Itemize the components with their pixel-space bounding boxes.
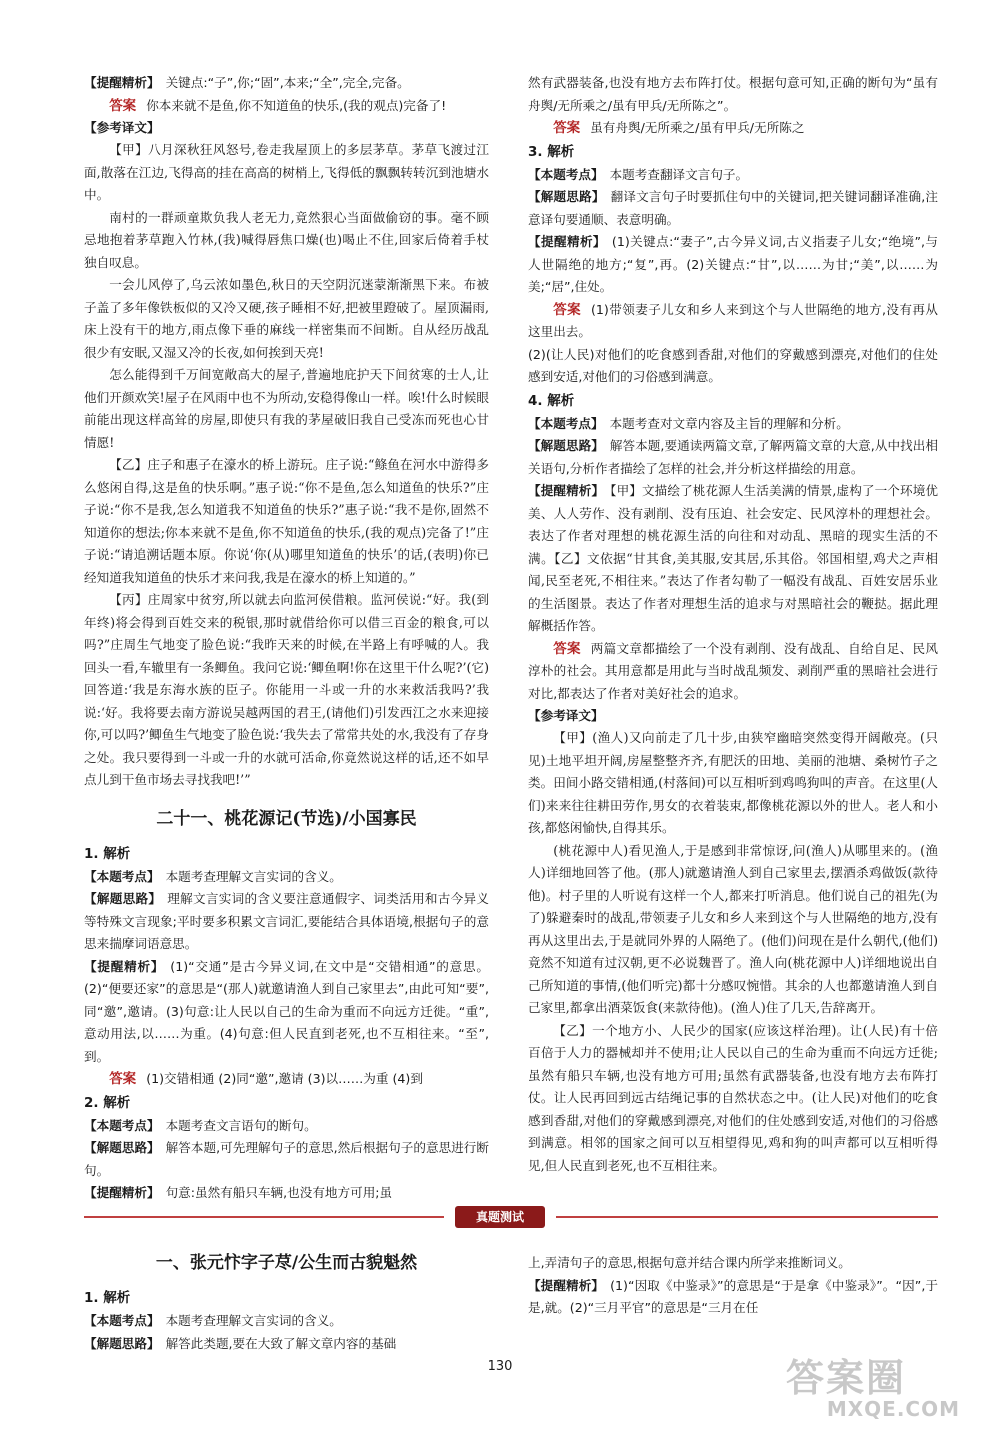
paragraph: 【解题思路】 解答此类题,要在大致了解文章内容的基础	[84, 1335, 397, 1351]
paragraph: 【提醒精析】 【甲】文描绘了桃花源人生活美满的情景,虚构了一个环境优美、人人劳作、没有剥削、没有压迫、社会安定、民风淳朴的理想社会。表达了作者对理想的桃花源生活的向往和对动乱、黑暗的现实生活的不满。【乙】文依据“甘其食,美其服,安其居,乐其俗。邻国相望,鸡犬之声相闻,民至老死,不相往来。”表达了作者勾勒了一幅没有战乱、百姓安居乐业的生活图景。表达了作者对理想生活的追求与对黑暗社会的鞭挞。据此理解概括作答。	[528, 483, 938, 633]
reference-translation-title: 【参考译文】	[84, 120, 160, 135]
question-number: 1. 解析	[84, 845, 131, 862]
translation-paragraph: (桃花源中人)看见渔人,于是感到非常惊讶,问(渔人)从哪里来的。(渔人)详细地回答了他。(那人)就邀请渔人到自己家里去,摆酒杀鸡做饭(款待他)。村子里的人听说有这样一个人,都来打听消息。他们说自己的祖先(为了)躲避秦时的战乱,带领妻子儿女和乡人来到这个与人世隔绝的地方,没有再从这里出去,于是就同外界的人隔绝了。(他们)问现在是什么朝代,(他们)竟然不知道有过汉朝,更不必说魏晋了。渔人向(桃花源中人)详细地说出自己所知道的事情,(他们听完)都十分感叹惋惜。其余的人也都邀请渔人到自己家里,都拿出酒菜饭食(来款待他)。(渔人)住了几天,告辞离开。	[528, 842, 938, 1015]
page-number: 130	[487, 1359, 513, 1374]
bottom-right-block	[528, 1252, 938, 1320]
paragraph: 【本题考点】 本题考查文言语句的断句。	[84, 1117, 317, 1133]
answer-line: 答案 (1)带领妻子儿女和乡人来到这个与人世隔绝的地方,没有再从这里出去。	[528, 301, 939, 339]
translation-paragraph: 【甲】八月深秋狂风怒号,卷走我屋顶上的多层茅草。茅草飞渡过江面,散落在江边,飞得高的挂在高高的树梢上,飞得低的飘飘转转沉到池塘水中。	[84, 142, 489, 202]
bottom-left-block	[84, 1246, 489, 1355]
translation-paragraph: 一会儿风停了,乌云浓如墨色,秋日的天空阴沉迷蒙渐渐黑下来。布被子盖了多年像铁板似的又冷又硬,孩子睡相不好,把被里蹬破了。屋顶漏雨,床上没有干的地方,雨点像下垂的麻线一样密集而不间断。自从经历战乱很少有安眠,又湿又冷的长夜,如何挨到天亮!	[84, 277, 489, 360]
paragraph: 【本题考点】 本题考查理解文言实词的含义。	[84, 868, 342, 884]
translation-paragraph: 南村的一群顽童欺负我人老无力,竟然狠心当面做偷窃的事。毫不顾忌地抱着茅草跑入竹林,(我)喊得唇焦口燥(也)喝止不住,回家后倚着手杖独自叹息。	[84, 209, 489, 270]
translation-paragraph: 【甲】(渔人)又向前走了几十步,由狭窄幽暗突然变得开阔敞亮。(只见)土地平坦开阔,房屋整整齐齐,有肥沃的田地、美丽的池塘、桑树竹子之类。田间小路交错相通,(村落间)可以互相听到鸡鸣狗叫的声音。在这里(人们)来来往往耕田劳作,男女的衣着装束,都像桃花源以外的世人。老人和小孩,都悠闲愉快,自得其乐。	[528, 730, 938, 835]
paragraph: 【解题思路】 理解文言实词的含义要注意通假字、词类活用和古今异义等特殊文言现象;平时要多积累文言词汇,要能结合具体语境,根据句子的意思来揣摩词语意思。	[84, 891, 490, 951]
section-heading: 二十一、桃花源记(节选)/小国寡民	[156, 808, 417, 829]
paragraph: 【提醒精析】 (1)“因取《中鉴录》”的意思是“于是拿《中鉴录》”。“因”,于是,就。(2)“三月平官”的意思是“三月在任	[528, 1277, 939, 1315]
section-label-badge: 真题测试	[455, 1206, 545, 1228]
paragraph: 【提醒精析】 关键点:“子”,你;“固”,本来;“全”,完全,完备。	[84, 75, 410, 90]
paragraph: 【解题思路】 翻译文言句子时要抓住句中的关键词,把关键词翻译准确,注意译句要通顺、表意明确。	[528, 189, 938, 227]
question-number: 4. 解析	[528, 392, 575, 409]
question-number: 1. 解析	[84, 1290, 131, 1306]
paragraph: 然有武器装备,也没有地方去布阵打仗。根据句意可知,正确的断句为“虽有舟舆/无所乘之/虽有甲兵/无所陈之”。	[528, 75, 938, 113]
translation-paragraph: 怎么能得到千万间宽敞高大的屋子,普遍地庇护天下间贫寒的士人,让他们开颜欢笑!屋子在风雨中也不为所动,安稳得像山一样。唉!什么时候眼前能出现这样高耸的房屋,即使只有我的茅屋破旧我自己受冻而死也心甘情愿!	[84, 367, 489, 450]
left-column	[84, 72, 489, 1205]
section-heading: 一、张元忭字子荩/公生而古貌魁然	[155, 1253, 418, 1273]
answer-line: 答案 虽有舟舆/无所乘之/虽有甲兵/无所陈之	[553, 120, 805, 136]
right-column	[528, 72, 938, 1177]
answer-line: 答案 两篇文章都描绘了一个没有剥削、没有战乱、自给自足、民风淳朴的社会。其用意都是用此与当时战乱频发、剥削严重的黑暗社会进行对比,都表达了作者对美好社会的追求。	[528, 640, 939, 701]
translation-paragraph: 【乙】一个地方小、人民少的国家(应该这样治理)。让(人民)有十倍百倍于人力的器械却并不使用;让人民以自己的生命为重而不向远方迁徙;虽然有船只车辆,也没有地方可用;虽然有武器装备,也没有地方去布阵打仗。让人民再回到远古结绳记事的自然状态之中。(让人民)对他们的吃食感到香甜,对他们的穿戴感到漂亮,对他们的住处感到安适,对他们的习俗感到满意。相邻的国家之间可以互相望得见,鸡和狗的叫声都可以互相听得见,但人民直到老死,也不互相往来。	[528, 1022, 938, 1173]
translation-paragraph: 【丙】庄周家中贫穷,所以就去向监河侯借粮。监河侯说:“好。我(到年终)将会得到百姓交来的税银,那时就借给你可以借三百金的粮食,可以吗?”庄周生气地变了脸色说:“我昨天来的时候,在半路上有呼喊的人。我回头一看,车辙里有一条鲫鱼。我问它说:‘鲫鱼啊!你在这里干什么呢?’(它)回答道:‘我是东海水族的臣子。你能用一斗或一升的水来救活我吗?’我说:‘好。我将要去南方游说吴越两国的君王,(请他们)引发西江之水来迎接你,可以吗?’鲫鱼生气地变了脸色说:‘我失去了常常共处的水,我没有了存身之处。我只要得到一斗或一升的水就可活命,你竟然说这样的话,还不如早点儿到干鱼市场去寻找我吧!’”	[84, 592, 489, 787]
paragraph: 【解题思路】 解答本题,可先理解句子的意思,然后根据句子的意思进行断句。	[84, 1140, 489, 1178]
paragraph: (2)(让人民)对他们的吃食感到香甜,对他们的穿戴感到漂亮,对他们的住处感到安适,对他们的习俗感到满意。	[528, 346, 938, 384]
paragraph: 【本题考点】 本题考查翻译文言句子。	[528, 166, 749, 182]
paragraph: 【提醒精析】 (1)关键点:“妻子”,古今异义词,古义指妻子儿女;“绝境”,与人世隔绝的地方;“复”,再。(2)关键点:“甘”,以……为甘;“美”,以……为美;“居”,住处。	[528, 234, 939, 294]
paragraph: 【本题考点】 本题考查对文章内容及主旨的理解和分析。	[528, 415, 849, 431]
paragraph: 上,弄清句子的意思,根据句意并结合课内所学来推断词义。	[528, 1255, 851, 1270]
answer-line: 答案 (1)交错相通 (2)同“邀”,邀请 (3)以……为重 (4)到	[109, 1071, 423, 1087]
paragraph: 【提醒精析】 句意:虽然有船只车辆,也没有地方可用;虽	[84, 1185, 393, 1200]
paragraph: 【提醒精析】 (1)“交通”是古今异义词,在文中是“交错相通”的意思。(2)“便要还家”的意思是“(那人)就邀请渔人到自己家里去”,由此可知“要”,同“邀”,邀请。(3)句意:让人民以自己的生命为重而不向远方迁徙。“重”,意动用法,以……为重。(4)句意:但人民直到老死,也不互相往来。“至”,到。	[84, 958, 489, 1064]
translation-paragraph: 【乙】庄子和惠子在濠水的桥上游玩。庄子说:“鲦鱼在河水中游得多么悠闲自得,这是鱼的快乐啊。”惠子说:“你不是鱼,怎么知道鱼的快乐?”庄子说:“你不是我,怎么知道我不知道鱼的快乐?”惠子说:“我不是你,固然不知道你的想法;你本来就不是鱼,你不知道鱼的快乐,(我的观点)完备了!”庄子说:“请追溯话题本原。你说‘你(从)哪里知道鱼的快乐’的话,(表明)你已经知道我知道鱼的快乐才来问我,我是在濠水的桥上知道的。”	[84, 457, 489, 585]
answer-line: 答案 你本来就不是鱼,你不知道鱼的快乐,(我的观点)完备了!	[109, 97, 447, 114]
paragraph: 【解题思路】 解答本题,要通读两篇文章,了解两篇文章的大意,从中找出相关语句,分析作者描绘了怎样的社会,并分析这样描绘的用意。	[528, 438, 939, 476]
question-number: 3. 解析	[528, 143, 575, 160]
reference-translation-title: 【参考译文】	[528, 708, 604, 723]
watermark-logo: 答案圈 MXQE.COM	[786, 1356, 960, 1421]
section-band	[0, 1206, 1000, 1228]
band-divider-left	[84, 1216, 444, 1218]
question-number: 2. 解析	[84, 1094, 131, 1111]
band-divider-right	[556, 1216, 938, 1218]
paragraph: 【本题考点】 本题考查理解文言实词的含义。	[84, 1313, 342, 1328]
